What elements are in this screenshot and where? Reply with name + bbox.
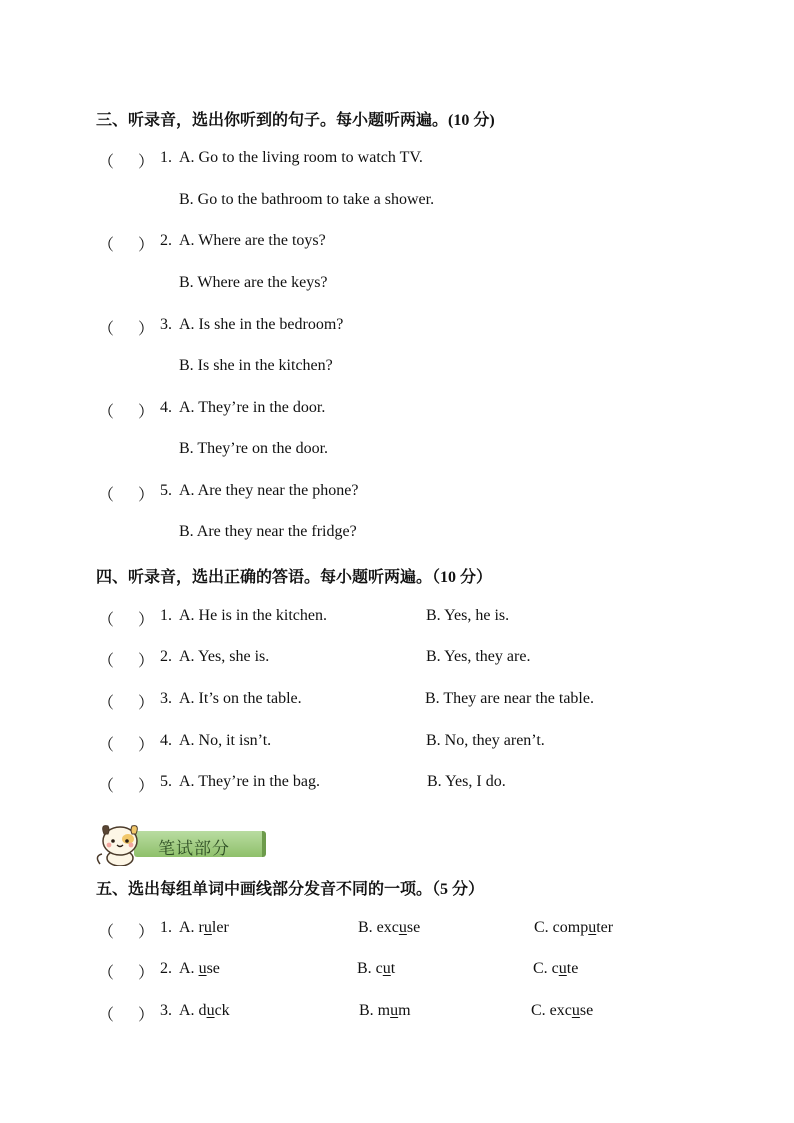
section-3-heading: [96, 107, 495, 130]
answer-blank-close: ）: [138, 487, 155, 504]
answer-blank-close: ）: [138, 778, 155, 795]
option-a: A. use: [179, 960, 220, 977]
option-a: A. They’re in the door.: [179, 399, 326, 416]
option-a: A. It’s on the table.: [179, 690, 302, 707]
item-number: 3.: [160, 1002, 172, 1019]
underlined-letter: u: [558, 960, 567, 977]
option-a: A. No, it isn’t.: [179, 732, 272, 749]
option-b: B. Are they near the fridge?: [179, 523, 357, 540]
item-number: 3.: [160, 316, 172, 333]
option-c: C. cute: [533, 960, 579, 977]
banner-bar: [134, 831, 266, 857]
answer-blank-close: ）: [138, 695, 155, 712]
option-b: B. Yes, they are.: [426, 648, 531, 665]
option-b: B. excuse: [358, 919, 421, 936]
option-b: B. Yes, he is.: [426, 607, 510, 624]
answer-blank-open[interactable]: （: [98, 612, 115, 629]
option-b: B. Where are the keys?: [179, 274, 328, 291]
option-b: B. They are near the table.: [425, 690, 594, 707]
underlined-letter: u: [588, 919, 597, 936]
option-c: C. excuse: [531, 1002, 594, 1019]
answer-blank-close: ）: [138, 965, 155, 982]
section-4-title: 四、听录音，选出正确的答语。每小题听两遍。: [96, 567, 433, 586]
option-b: B. Is she in the kitchen?: [179, 357, 333, 374]
answer-blank-open[interactable]: （: [98, 404, 115, 421]
option-b: B. They’re on the door.: [179, 440, 329, 457]
item-number: 2.: [160, 960, 172, 977]
answer-blank-close: ）: [138, 612, 155, 629]
answer-blank-close: ）: [138, 653, 155, 670]
answer-blank-close: ）: [138, 924, 155, 941]
answer-blank-close: ）: [138, 404, 155, 421]
option-b: B. Go to the bathroom to take a shower.: [179, 191, 435, 208]
option-b: B. mum: [359, 1002, 411, 1019]
section-4-score: （10 分）: [432, 569, 493, 586]
answer-blank-close: ）: [138, 1007, 155, 1024]
option-b: B. cut: [357, 960, 396, 977]
option-a: A. Yes, she is.: [179, 648, 270, 665]
option-a: A. He is in the kitchen.: [179, 607, 327, 624]
answer-blank-open[interactable]: （: [98, 321, 115, 338]
section-5-score: （5 分）: [432, 881, 485, 898]
underlined-letter: u: [390, 1002, 399, 1019]
answer-blank-open[interactable]: （: [98, 924, 115, 941]
answer-blank-open[interactable]: （: [98, 1007, 115, 1024]
option-a: A. Are they near the phone?: [179, 482, 359, 499]
item-number: 5.: [160, 773, 172, 790]
item-number: 5.: [160, 482, 172, 499]
answer-blank-close: ）: [138, 321, 155, 338]
written-section-banner: [100, 826, 266, 862]
banner-label: 笔试部分: [158, 839, 230, 859]
item-number: 2.: [160, 648, 172, 665]
item-number: 4.: [160, 732, 172, 749]
answer-blank-open[interactable]: （: [98, 737, 115, 754]
answer-blank-close: ）: [138, 154, 155, 171]
answer-blank-open[interactable]: （: [98, 653, 115, 670]
option-a: A. ruler: [179, 919, 229, 936]
section-3-score: (10 分): [448, 112, 495, 129]
item-number: 1.: [160, 607, 172, 624]
option-a: A. They’re in the bag.: [179, 773, 320, 790]
item-number: 1.: [160, 149, 172, 166]
option-a: A. duck: [179, 1002, 230, 1019]
item-number: 2.: [160, 232, 172, 249]
answer-blank-open[interactable]: （: [98, 695, 115, 712]
option-c: C. computer: [534, 919, 614, 936]
answer-blank-open[interactable]: （: [98, 237, 115, 254]
underlined-letter: u: [571, 1002, 580, 1019]
item-number: 4.: [160, 399, 172, 416]
answer-blank-open[interactable]: （: [98, 965, 115, 982]
section-5-heading: [96, 876, 484, 899]
answer-blank-open[interactable]: （: [98, 487, 115, 504]
option-b: B. Yes, I do.: [427, 773, 506, 790]
answer-blank-open[interactable]: （: [98, 154, 115, 171]
option-a: A. Is she in the bedroom?: [179, 316, 344, 333]
answer-blank-close: ）: [138, 237, 155, 254]
section-5-title: 五、选出每组单词中画线部分发音不同的一项。: [96, 879, 433, 898]
option-a: A. Where are the toys?: [179, 232, 326, 249]
underlined-letter: u: [206, 1002, 215, 1019]
underlined-letter: u: [198, 960, 207, 977]
underlined-letter: u: [382, 960, 391, 977]
option-b: B. No, they aren’t.: [426, 732, 545, 749]
section-4-heading: [96, 564, 492, 587]
item-number: 1.: [160, 919, 172, 936]
option-a: A. Go to the living room to watch TV.: [179, 149, 423, 166]
underlined-letter: u: [398, 919, 407, 936]
answer-blank-open[interactable]: （: [98, 778, 115, 795]
dog-mascot-icon: [94, 820, 148, 866]
section-3-title: 三、听录音，选出你听到的句子。每小题听两遍。: [96, 110, 449, 129]
underlined-letter: u: [203, 919, 212, 936]
item-number: 3.: [160, 690, 172, 707]
answer-blank-close: ）: [138, 737, 155, 754]
